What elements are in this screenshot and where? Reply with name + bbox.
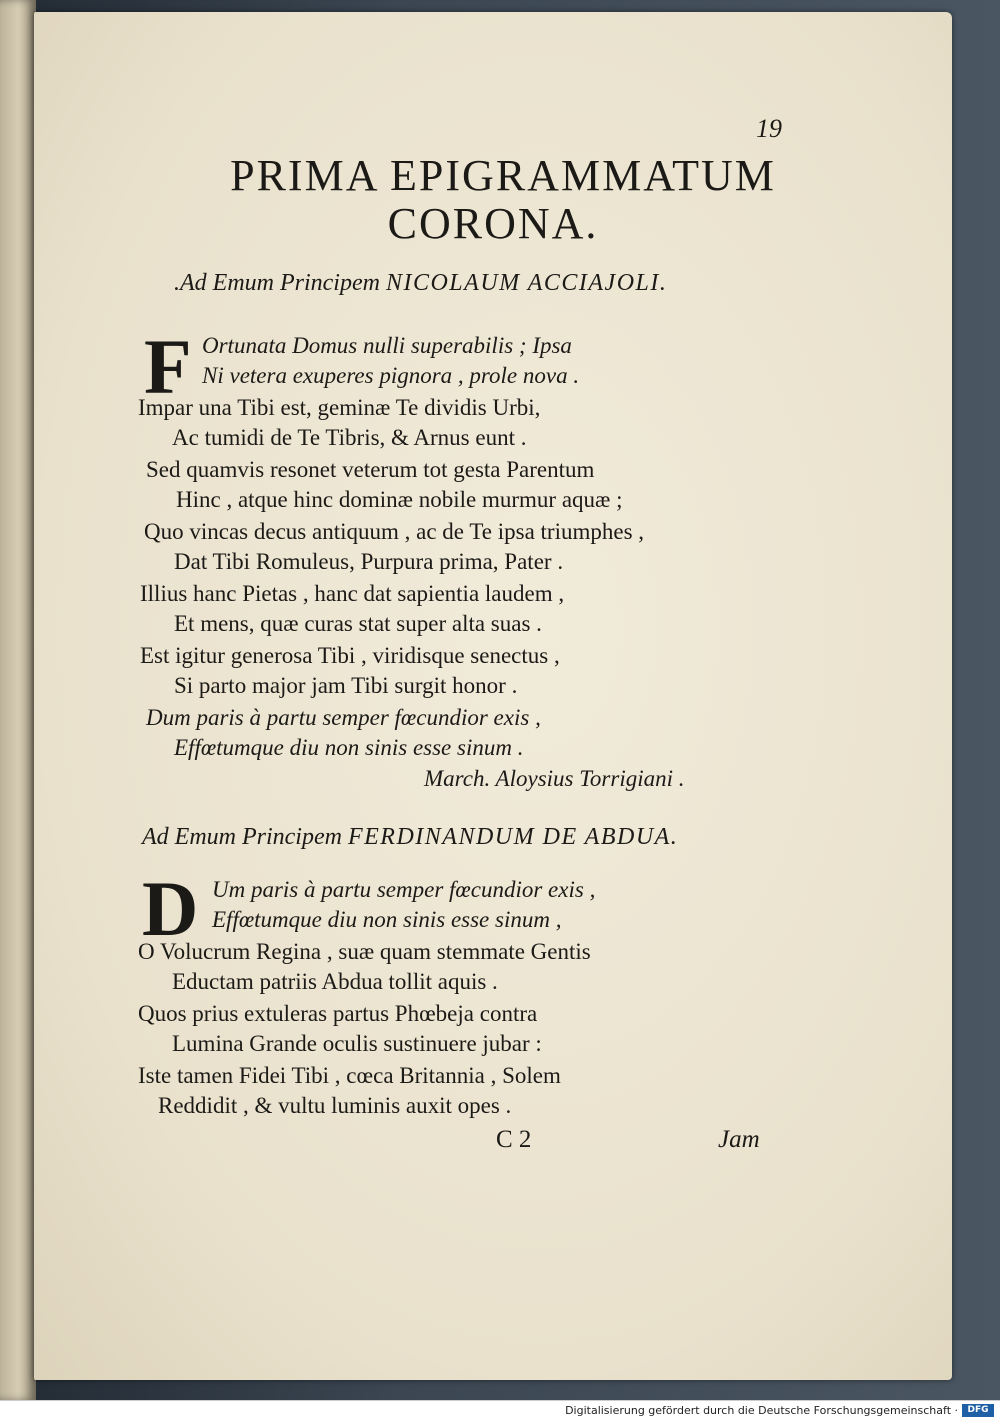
poem-line: Sed quamvis resonet veterum tot gesta Parentum (146, 457, 595, 482)
heading-name: NICOLAUM ACCIAJOLI. (385, 270, 668, 296)
poem-line: Et mens, quæ curas stat super alta suas . (174, 611, 542, 636)
dedication-heading-1 (174, 270, 667, 297)
poem-line: Eductam patriis Abdua tollit aquis . (172, 969, 498, 994)
heading-prefix: Ad Emum Principem (142, 824, 342, 850)
title-line-2: CORONA. (387, 199, 599, 248)
footer-credit: Digitalisierung gefördert durch die Deutsche Forschungsgemeinschaft · (565, 1404, 958, 1417)
poem-line: Dat Tibi Romuleus, Purpura prima, Pater . (174, 549, 564, 574)
poem-line: Si parto major jam Tibi surgit honor . (174, 673, 518, 698)
author-signature: March. Aloysius Torrigiani . (424, 766, 685, 791)
poem-line: Quo vincas decus antiquum , ac de Te ipsa triumphes , (144, 519, 645, 544)
previous-page-edge (0, 0, 36, 1400)
poem-line: Quos prius extuleras partus Phœbeja contra (138, 1001, 538, 1026)
poem-line: Effœtumque diu non sinis esse sinum , (212, 907, 562, 932)
poem-line: Iste tamen Fidei Tibi , cœca Britannia , Solem (138, 1063, 561, 1088)
poem-line: Lumina Grande oculis sustinuere jubar : (172, 1031, 542, 1056)
book-page (34, 12, 952, 1380)
poem-line: Dum paris à partu semper fœcundior exis , (146, 705, 541, 730)
poem-line: Hinc , atque hinc dominæ nobile murmur aquæ ; (176, 487, 623, 512)
heading-name: FERDINANDUM DE ABDUA. (347, 824, 679, 850)
drop-cap: F (144, 323, 192, 410)
poem-line: Impar una Tibi est, geminæ Te dividis Urbi, (138, 395, 541, 420)
catchword: Jam (718, 1126, 760, 1153)
footer-bar (0, 1400, 1000, 1421)
poem-line: Illius hanc Pietas , hanc dat sapientia laudem , (140, 581, 565, 606)
dedication-heading-2 (142, 824, 678, 851)
poem-line: Est igitur generosa Tibi , viridisque senectus , (140, 643, 560, 668)
dfg-logo: DFG (962, 1404, 994, 1417)
poem-line: Um paris à partu semper fœcundior exis , (212, 877, 596, 902)
page-number: 19 (756, 114, 782, 143)
poem-line: O Volucrum Regina , suæ quam stemmate Gentis (138, 939, 591, 964)
signature-mark: C 2 (496, 1126, 532, 1153)
title-line-1: PRIMA EPIGRAMMATUM (230, 151, 776, 200)
poem-line: Ni vetera exuperes pignora , prole nova . (202, 363, 580, 388)
drop-cap: D (142, 865, 199, 952)
poem-line: Ac tumidi de Te Tibris, & Arnus eunt . (172, 425, 527, 450)
poem-line: Effœtumque diu non sinis esse sinum . (174, 735, 524, 760)
heading-prefix: .Ad Emum Principem (174, 270, 380, 296)
poem-line: Reddidit , & vultu luminis auxit opes . (158, 1093, 512, 1118)
poem-line: Ortunata Domus nulli superabilis ; Ipsa (202, 333, 572, 358)
